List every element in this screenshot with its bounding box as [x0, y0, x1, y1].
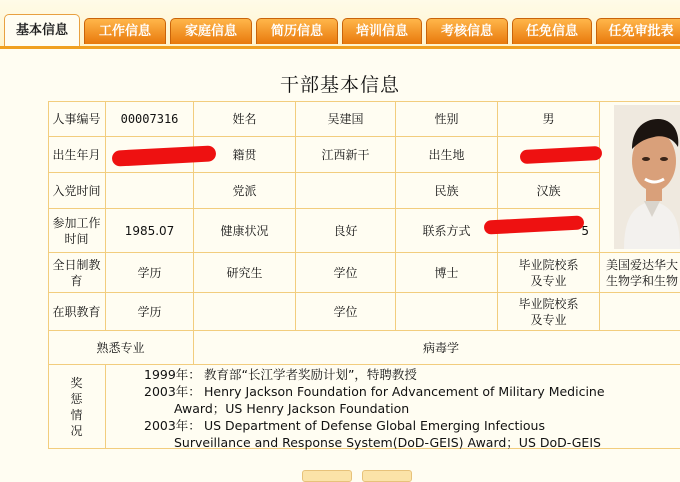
award-item: [144, 417, 680, 434]
portrait-image: [614, 105, 680, 249]
value-inservice-education: [194, 293, 296, 331]
label-birth: 出生年月: [48, 137, 106, 173]
label-party: 党派: [194, 173, 296, 209]
value-personnel-no: 00007316: [106, 101, 194, 137]
award-item: [144, 383, 680, 400]
award-text: US Department of Defense Global Emerging Infectious: [203, 418, 545, 433]
value-name: 吴建国: [296, 101, 396, 137]
award-item-continued: [144, 434, 680, 451]
tab-work-info[interactable]: 工作信息: [84, 18, 166, 44]
bottom-button-1[interactable]: [302, 470, 352, 482]
label-fulltime-education-level: 学历: [106, 253, 194, 293]
page-title: 干部基本信息: [279, 74, 400, 96]
label-name: 姓名: [194, 101, 296, 137]
label-fulltime-edu: 全日制教育: [48, 253, 106, 293]
value-native-place: 江西新干: [296, 137, 396, 173]
tab-bar: [0, 0, 680, 49]
tab-basic-info[interactable]: 基本信息: [4, 14, 80, 46]
label-party-join: 入党时间: [48, 173, 106, 209]
label-contact: 联系方式: [396, 209, 498, 253]
label-native-place: 籍贯: [194, 137, 296, 173]
award-item-continued: [144, 400, 680, 417]
tab-training-info[interactable]: 培训信息: [342, 18, 422, 44]
tab-family-info[interactable]: 家庭信息: [170, 18, 252, 44]
awards-list: [144, 366, 680, 451]
bottom-button-2[interactable]: [362, 470, 412, 482]
award-text: Award；US Henry Jackson Foundation: [174, 401, 410, 416]
tab-appointment-info[interactable]: 任免信息: [512, 18, 592, 44]
value-ethnicity: 汉族: [498, 173, 600, 209]
label-ethnicity: 民族: [396, 173, 498, 209]
label-health: 健康状况: [194, 209, 296, 253]
tab-appointment-approval[interactable]: 任免审批表: [596, 18, 680, 44]
label-personnel-no: 人事编号: [48, 101, 106, 137]
label-gender: 性别: [396, 101, 498, 137]
value-fulltime-degree: 博士: [396, 253, 498, 293]
label-fulltime-school: 毕业院校系及专业: [498, 253, 600, 293]
award-text: Surveillance and Response System(DoD-GEIS) Award；US DoD-GEIS: [174, 435, 601, 450]
tab-resume-info[interactable]: 简历信息: [256, 18, 338, 44]
fulltime-school-line1: 美国爱达华大: [606, 257, 679, 272]
award-year: 2003年：: [144, 384, 201, 399]
fulltime-school-line2: 生物学和生物: [606, 273, 679, 288]
award-text: Henry Jackson Foundation for Advancement of Military Medicine: [203, 384, 605, 399]
award-year: 1999年：: [144, 367, 201, 382]
value-inservice-degree: [396, 293, 498, 331]
label-inservice-education-level: 学历: [106, 293, 194, 331]
award-year: 2003年：: [144, 418, 201, 433]
contact-tail: 5: [581, 223, 589, 238]
value-fulltime-education: 研究生: [194, 253, 296, 293]
value-fulltime-school: [600, 253, 680, 293]
value-gender: 男: [498, 101, 600, 137]
label-awards: 奖惩情况: [48, 365, 106, 449]
profile-photo: [614, 105, 680, 249]
award-text: 教育部“长江学者奖励计划”，特聘教授: [203, 367, 417, 382]
value-specialty: 病毒学: [194, 331, 680, 365]
value-health: 良好: [296, 209, 396, 253]
value-inservice-school: [600, 293, 680, 331]
label-inservice-school: 毕业院校系及专业: [498, 293, 600, 331]
award-item: [144, 366, 680, 383]
label-work-start: 参加工作时间: [48, 209, 106, 253]
value-party: [296, 173, 396, 209]
value-work-start: 1985.07: [106, 209, 194, 253]
value-party-join: [106, 173, 194, 209]
label-inservice-edu: 在职教育: [48, 293, 106, 331]
label-birthplace: 出生地: [396, 137, 498, 173]
label-specialty: 熟悉专业: [48, 331, 194, 365]
label-inservice-degree: 学位: [296, 293, 396, 331]
tab-assessment-info[interactable]: 考核信息: [426, 18, 508, 44]
label-fulltime-degree: 学位: [296, 253, 396, 293]
